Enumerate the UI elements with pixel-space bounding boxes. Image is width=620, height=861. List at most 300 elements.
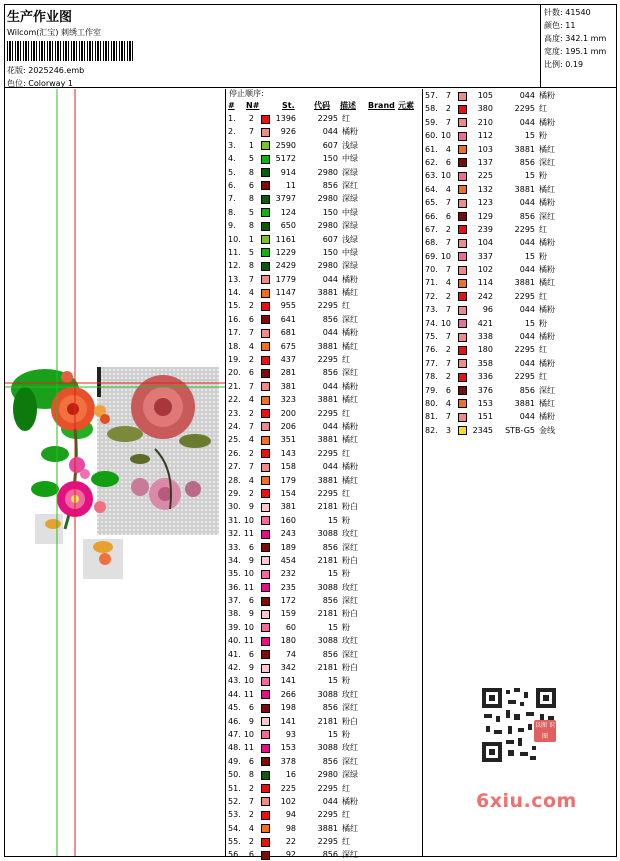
row-needle: 6 [248, 314, 254, 324]
row-needle: 8 [248, 770, 254, 780]
row-needle: 9 [248, 555, 254, 565]
color-swatch [261, 436, 270, 445]
color-swatch [261, 530, 270, 539]
color-swatch [458, 292, 467, 301]
row-stitches: 189 [280, 542, 296, 552]
row-needle: 7 [445, 358, 451, 368]
row-description: 橘红 [539, 398, 555, 408]
row-stitches: 206 [280, 421, 296, 431]
row-needle: 10 [243, 515, 254, 525]
color-swatch [261, 463, 270, 472]
site-watermark: 6xiu.com [476, 790, 577, 812]
row-number: 34. [228, 555, 241, 565]
colorway-name: Colorway 1 [28, 79, 73, 88]
row-code: 15 [524, 131, 535, 141]
table-row [423, 370, 547, 383]
row-description: 中绿 [342, 207, 358, 217]
row-description: 浅绿 [342, 234, 358, 244]
color-swatch [261, 476, 270, 485]
row-needle: 9 [248, 502, 254, 512]
row-description: 红 [539, 224, 547, 234]
table-row [226, 125, 422, 138]
row-number: 53. [228, 810, 241, 820]
row-description: 深绿 [342, 167, 358, 177]
row-description: 中绿 [342, 247, 358, 257]
row-code: 15 [327, 515, 338, 525]
color-swatch [261, 302, 270, 311]
row-code: 856 [322, 368, 338, 378]
color-swatch [458, 333, 467, 342]
row-stitches: 160 [280, 515, 296, 525]
row-number: 67. [425, 224, 438, 234]
row-stitches: 172 [280, 596, 296, 606]
row-stitches: 381 [280, 502, 296, 512]
table-row [423, 116, 555, 129]
row-stitches: 232 [280, 569, 296, 579]
table-header [226, 99, 422, 112]
row-code: 856 [322, 596, 338, 606]
row-description: 粉白 [342, 609, 358, 619]
table-row [226, 407, 422, 420]
row-code: 15 [524, 251, 535, 261]
color-swatch [261, 730, 270, 739]
row-stitches: 198 [280, 703, 296, 713]
color-swatch [261, 797, 270, 806]
row-number: 80. [425, 398, 438, 408]
row-needle: 7 [248, 127, 254, 137]
color-swatch [261, 824, 270, 833]
table-row [423, 424, 555, 437]
row-number: 79. [425, 385, 438, 395]
row-description: 粉白 [342, 663, 358, 673]
row-stitches: 11 [285, 180, 296, 190]
row-stitches: 338 [477, 332, 493, 342]
row-description: 红 [342, 783, 350, 793]
table-row [423, 183, 555, 196]
table-row [423, 156, 555, 169]
table-row [226, 433, 422, 446]
row-number: 28. [228, 475, 241, 485]
row-number: 33. [228, 542, 241, 552]
row-description: 橘红 [342, 435, 358, 445]
row-code: 3088 [317, 529, 338, 539]
row-stitches: 112 [477, 131, 493, 141]
colorway-label: 色位: [7, 79, 26, 88]
row-needle: 6 [248, 368, 254, 378]
row-needle: 6 [248, 850, 254, 860]
row-needle: 10 [243, 569, 254, 579]
table-row [226, 219, 422, 232]
row-code: 2295 [514, 291, 535, 301]
table-row [226, 567, 422, 580]
row-needle: 4 [248, 435, 254, 445]
table-row [226, 728, 422, 741]
row-description: 深红 [342, 368, 358, 378]
row-number: 10. [228, 234, 241, 244]
color-swatch [261, 677, 270, 686]
row-code: 2181 [317, 716, 338, 726]
row-number: 35. [228, 569, 241, 579]
row-number: 61. [425, 144, 438, 154]
row-needle: 7 [445, 412, 451, 422]
header-brand: Brand [368, 101, 395, 110]
color-swatch [458, 413, 467, 422]
row-description: 金线 [539, 425, 555, 435]
table-row [226, 152, 422, 165]
table-row [226, 674, 422, 687]
color-swatch [261, 396, 270, 405]
row-code: 3881 [317, 823, 338, 833]
row-needle: 2 [248, 783, 254, 793]
row-stitches: 74 [285, 649, 296, 659]
table-row [226, 688, 422, 701]
table-row [226, 139, 422, 152]
table-row [423, 129, 547, 142]
color-swatch [261, 811, 270, 820]
row-description: 红 [539, 345, 547, 355]
row-stitches: 151 [477, 412, 493, 422]
row-description: 橘红 [342, 395, 358, 405]
row-needle: 6 [248, 649, 254, 659]
row-description: 橘粉 [539, 198, 555, 208]
row-stitches: 16 [285, 770, 296, 780]
row-number: 65. [425, 198, 438, 208]
table-row [226, 206, 422, 219]
row-stitches: 154 [280, 488, 296, 498]
row-code: 2295 [317, 810, 338, 820]
table-row [226, 621, 422, 634]
row-code: 044 [519, 332, 535, 342]
row-stitches: 141 [280, 716, 296, 726]
row-code: 044 [519, 412, 535, 422]
row-number: 26. [228, 448, 241, 458]
table-row [226, 808, 422, 821]
row-needle: 4 [445, 278, 451, 288]
row-number: 3. [228, 140, 236, 150]
color-swatch [261, 141, 270, 150]
page-title: 生产作业图 [7, 10, 73, 25]
table-row [423, 290, 547, 303]
row-needle: 2 [248, 810, 254, 820]
row-needle: 9 [248, 716, 254, 726]
row-needle: 7 [248, 274, 254, 284]
color-swatch [261, 556, 270, 565]
row-description: 粉 [342, 515, 350, 525]
table-row [226, 246, 422, 259]
row-needle: 11 [243, 529, 254, 539]
row-description: 红 [539, 372, 547, 382]
color-swatch [261, 369, 270, 378]
colorway-line [7, 78, 73, 89]
row-number: 42. [228, 663, 241, 673]
row-description: 红 [342, 488, 350, 498]
row-description: 深红 [342, 180, 358, 190]
row-description: 橘粉 [342, 381, 358, 391]
row-description: 橘粉 [342, 328, 358, 338]
row-stitches: 225 [280, 783, 296, 793]
row-stitches: 454 [280, 555, 296, 565]
row-description: 粉 [539, 171, 547, 181]
row-number: 66. [425, 211, 438, 221]
color-swatch [458, 132, 467, 141]
table-row [226, 112, 422, 125]
rows-left [226, 112, 422, 861]
row-number: 56. [228, 850, 241, 860]
row-stitches: 132 [477, 184, 493, 194]
row-stitches: 94 [285, 810, 296, 820]
color-swatch [458, 346, 467, 355]
row-code: 856 [519, 211, 535, 221]
color-swatch [458, 158, 467, 167]
row-stitches: 641 [280, 314, 296, 324]
table-row [226, 795, 422, 808]
row-number: 43. [228, 676, 241, 686]
row-description: 玫红 [342, 689, 358, 699]
row-needle: 7 [445, 265, 451, 275]
row-code: 2980 [317, 194, 338, 204]
row-needle: 6 [248, 703, 254, 713]
row-description: 粉白 [342, 502, 358, 512]
row-description: 橘粉 [539, 305, 555, 315]
stats-panel [541, 4, 617, 88]
table-row [226, 259, 422, 272]
color-swatch [261, 329, 270, 338]
row-code: 2295 [317, 301, 338, 311]
row-code: 044 [322, 462, 338, 472]
table-row [226, 594, 422, 607]
row-description: 深红 [539, 157, 555, 167]
table-row [226, 755, 422, 768]
row-stitches: 143 [280, 448, 296, 458]
row-description: 橘红 [539, 184, 555, 194]
row-needle: 7 [248, 462, 254, 472]
row-stitches: 153 [280, 743, 296, 753]
row-description: 红 [342, 810, 350, 820]
row-description: 橘粉 [342, 462, 358, 472]
row-number: 38. [228, 609, 241, 619]
row-needle: 2 [248, 301, 254, 311]
row-description: 橘红 [342, 475, 358, 485]
row-stitches: 3797 [275, 194, 296, 204]
row-needle: 2 [248, 355, 254, 365]
table-row [226, 554, 422, 567]
row-number: 39. [228, 622, 241, 632]
row-code: 15 [524, 171, 535, 181]
row-stitches: 60 [285, 622, 296, 632]
color-swatch [261, 570, 270, 579]
row-code: 044 [322, 381, 338, 391]
row-number: 14. [228, 288, 241, 298]
table-row [226, 326, 422, 339]
qr-code-panel [470, 682, 586, 782]
row-number: 78. [425, 372, 438, 382]
row-stitches: 2345 [472, 425, 493, 435]
row-description: 粉 [539, 318, 547, 328]
row-stitches: 180 [280, 636, 296, 646]
table-row [226, 500, 422, 513]
row-code: 2295 [317, 114, 338, 123]
row-number: 19. [228, 355, 241, 365]
table-row [226, 607, 422, 620]
color-swatch [458, 279, 467, 288]
table-row [423, 89, 555, 102]
row-number: 74. [425, 318, 438, 328]
row-code: 3881 [514, 278, 535, 288]
row-code: 044 [322, 127, 338, 137]
qr-stamp-logo: 以图 识图 [535, 722, 555, 740]
row-number: 17. [228, 328, 241, 338]
row-stitches: 103 [477, 144, 493, 154]
row-description: 橘红 [342, 823, 358, 833]
table-row [226, 527, 422, 540]
row-code: 856 [519, 385, 535, 395]
row-needle: 2 [248, 837, 254, 847]
row-stitches: 98 [285, 823, 296, 833]
row-description: 橘粉 [539, 91, 555, 100]
row-stitches: 105 [477, 91, 493, 100]
row-description: 红 [342, 355, 350, 365]
color-swatch [458, 306, 467, 315]
color-swatch [261, 838, 270, 847]
table-row [226, 487, 422, 500]
row-description: 橘红 [539, 144, 555, 154]
color-swatch [458, 199, 467, 208]
color-swatch [458, 145, 467, 154]
row-needle: 8 [248, 167, 254, 177]
row-number: 11. [228, 247, 241, 257]
color-swatch [261, 503, 270, 512]
row-stitches: 323 [280, 395, 296, 405]
color-swatch [261, 289, 270, 298]
color-swatch [458, 92, 467, 101]
table-row [226, 848, 422, 861]
row-description: 橘粉 [342, 421, 358, 431]
row-code: 3881 [317, 288, 338, 298]
row-needle: 6 [445, 157, 451, 167]
row-needle: 4 [248, 475, 254, 485]
table-row [423, 196, 555, 209]
row-code: 15 [327, 569, 338, 579]
row-number: 4. [228, 154, 236, 164]
table-row [226, 581, 422, 594]
row-stitches: 225 [477, 171, 493, 181]
color-swatch [458, 185, 467, 194]
row-code: 3881 [514, 184, 535, 194]
table-row [226, 447, 422, 460]
color-swatch [458, 266, 467, 275]
table-row [226, 192, 422, 205]
table-row [226, 822, 422, 835]
color-swatch [261, 128, 270, 137]
row-code: 3881 [317, 341, 338, 351]
row-description: 浅绿 [342, 140, 358, 150]
row-code: 2295 [514, 104, 535, 114]
row-code: 044 [519, 265, 535, 275]
row-code: 044 [322, 328, 338, 338]
row-code: 044 [519, 358, 535, 368]
row-description: 粉 [342, 569, 350, 579]
row-code: 3088 [317, 636, 338, 646]
row-code: 2181 [317, 555, 338, 565]
row-number: 41. [228, 649, 241, 659]
table-row [423, 143, 555, 156]
row-number: 13. [228, 274, 241, 284]
row-stitches: 179 [280, 475, 296, 485]
row-code: 150 [322, 154, 338, 164]
row-needle: 9 [248, 609, 254, 619]
row-description: 橘红 [342, 341, 358, 351]
row-stitches: 129 [477, 211, 493, 221]
row-needle: 4 [445, 144, 451, 154]
row-number: 58. [425, 104, 438, 114]
row-stitches: 243 [280, 529, 296, 539]
table-row [226, 835, 422, 848]
row-stitches: 96 [482, 305, 493, 315]
row-number: 52. [228, 796, 241, 806]
table-row [226, 701, 422, 714]
row-needle: 2 [445, 104, 451, 114]
row-number: 69. [425, 251, 438, 261]
row-stitches: 380 [477, 104, 493, 114]
color-swatch [261, 115, 270, 124]
barcode-image [7, 41, 135, 61]
row-number: 48. [228, 743, 241, 753]
table-row [226, 514, 422, 527]
row-number: 29. [228, 488, 241, 498]
row-stitches: 5172 [275, 154, 296, 164]
row-code: 607 [322, 140, 338, 150]
row-needle: 7 [445, 91, 451, 100]
row-number: 36. [228, 582, 241, 592]
table-row [226, 179, 422, 192]
table-row [423, 250, 547, 263]
row-code: 2295 [317, 783, 338, 793]
design-height: 高度: 342.1 mm [544, 34, 607, 43]
table-row [226, 648, 422, 661]
row-number: 44. [228, 689, 241, 699]
color-swatch [261, 623, 270, 632]
table-row [423, 317, 547, 330]
row-needle: 2 [248, 488, 254, 498]
color-swatch [261, 744, 270, 753]
row-stitches: 1161 [275, 234, 296, 244]
row-number: 47. [228, 729, 241, 739]
row-stitches: 123 [477, 198, 493, 208]
table-row [226, 340, 422, 353]
row-number: 45. [228, 703, 241, 713]
table-row [226, 768, 422, 781]
row-stitches: 92 [285, 850, 296, 860]
table-row [226, 782, 422, 795]
row-stitches: 153 [477, 398, 493, 408]
row-code: 3881 [514, 144, 535, 154]
row-description: 深绿 [342, 194, 358, 204]
row-needle: 7 [248, 796, 254, 806]
row-number: 20. [228, 368, 241, 378]
color-swatch [261, 409, 270, 418]
row-needle: 7 [248, 421, 254, 431]
row-needle: 6 [248, 756, 254, 766]
row-description: 橘粉 [539, 332, 555, 342]
row-stitches: 650 [280, 221, 296, 231]
row-needle: 8 [248, 221, 254, 231]
row-number: 2. [228, 127, 236, 137]
table-row [226, 393, 422, 406]
row-code: 856 [322, 756, 338, 766]
row-number: 64. [425, 184, 438, 194]
row-stitches: 914 [280, 167, 296, 177]
table-row [423, 303, 555, 316]
